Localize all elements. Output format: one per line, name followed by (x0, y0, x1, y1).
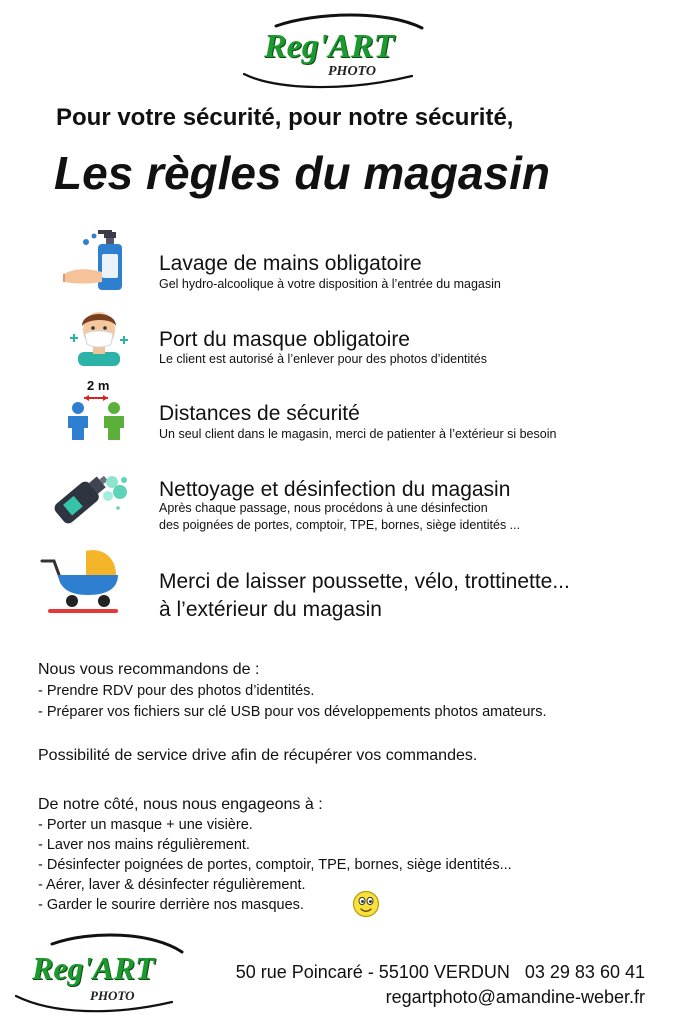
rule-description: Le client est autorisé à l’enlever pour des photos d’identités (159, 352, 487, 366)
rule-description: des poignées de portes, comptoir, TPE, bornes, siège identités ... (159, 518, 521, 532)
rule-heading: Nettoyage et désinfection du magasin (159, 478, 511, 501)
rule-heading: Merci de laisser poussette, vélo, trottinette... (159, 570, 570, 593)
logo-brand-text: Reg'ART (32, 950, 155, 986)
hand-sanitizer-icon (62, 228, 128, 294)
rule-description: Après chaque passage, nous procédons à une désinfection (159, 501, 488, 515)
recommend-title: Nous vous recommandons de : (38, 661, 260, 678)
commit-item: - Garder le sourire derrière nos masques. (38, 897, 304, 913)
rule-heading: Distances de sécurité (159, 402, 360, 425)
smiley-icon (352, 890, 380, 918)
commit-item: - Laver nos mains régulièrement. (38, 837, 250, 853)
commit-item: - Aérer, laver & désinfecter régulièrement. (38, 877, 306, 893)
footer-address: 50 rue Poincaré - 55100 VERDUN 03 29 83 60 41 (235, 962, 645, 982)
recommend-item: - Préparer vos fichiers sur clé USB pour vos développements photos amateurs. (38, 704, 547, 720)
rule-heading: Lavage de mains obligatoire (159, 252, 422, 275)
disinfectant-spray-icon (46, 468, 130, 532)
distance-badge: 2 m (87, 378, 110, 393)
logo-brand-text: Reg'ART (264, 28, 395, 65)
footer-email[interactable]: regartphoto@amandine-weber.fr (385, 987, 645, 1007)
logo-sub-text: PHOTO (90, 988, 135, 1003)
bottom-logo (12, 930, 192, 1016)
social-distance-icon (64, 392, 128, 440)
top-logo (236, 10, 436, 92)
rule-description: Un seul client dans le magasin, merci de patienter à l’extérieur si besoin (159, 427, 557, 441)
rule-heading: à l’extérieur du magasin (159, 598, 382, 621)
recommend-item: - Prendre RDV pour des photos d’identités. (38, 683, 315, 699)
intro-text: Pour votre sécurité, pour notre sécurité, (56, 104, 514, 131)
drive-text: Possibilité de service drive afin de récupérer vos commandes. (38, 747, 478, 764)
commit-item: - Désinfecter poignées de portes, comptoir, TPE, bornes, siège identités... (38, 857, 512, 873)
page-title: Les règles du magasin (54, 147, 550, 199)
commit-title: De notre côté, nous nous engageons à : (38, 796, 323, 813)
commit-item: - Porter un masque + une visière. (38, 817, 253, 833)
rule-description: Gel hydro-alcoolique à votre disposition à l’entrée du magasin (159, 277, 501, 291)
rule-heading: Port du masque obligatoire (159, 328, 410, 351)
face-mask-icon (68, 304, 130, 366)
stroller-icon (40, 545, 126, 615)
logo-sub-text: PHOTO (328, 64, 376, 79)
